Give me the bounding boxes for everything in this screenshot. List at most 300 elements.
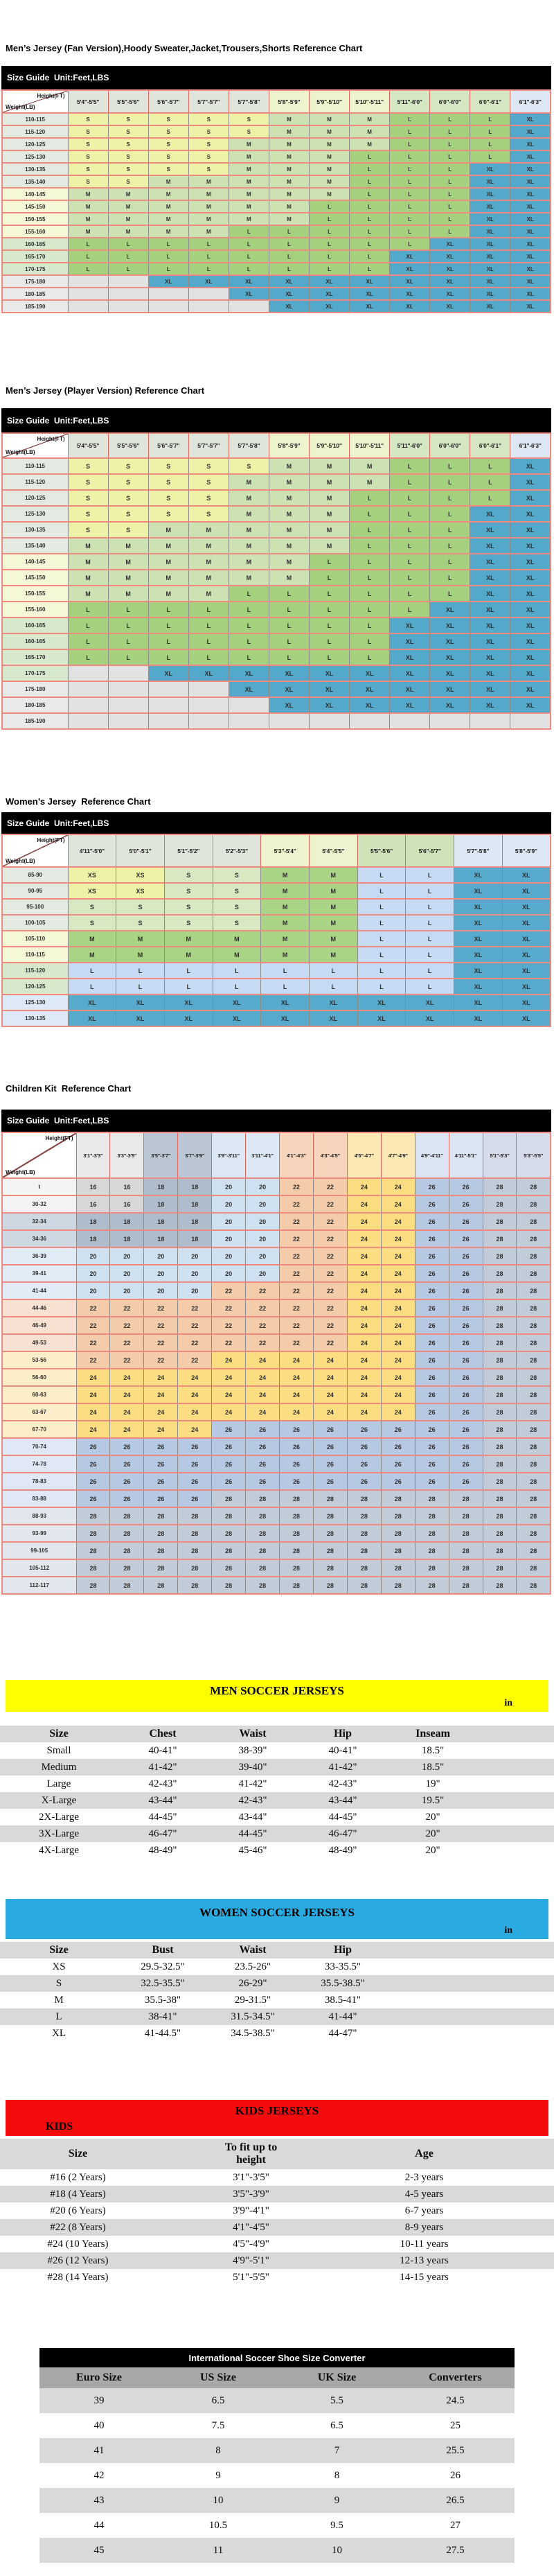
grid-cell: 28	[483, 1265, 517, 1282]
grid-cell: XL	[350, 681, 390, 697]
grid-cell: L	[430, 225, 470, 238]
grid-cell: 24	[381, 1386, 415, 1403]
table-row	[2, 963, 551, 979]
grid-cell: 22	[313, 1178, 347, 1195]
grid-cell: XL	[510, 288, 551, 300]
grid-cell: 28	[449, 1542, 483, 1559]
grid-cell: XL	[454, 931, 503, 947]
section-title-womens: Women’s Jersey Reference Chart	[6, 796, 151, 807]
grid-cell: S	[213, 915, 261, 931]
table-cell: 27	[450, 2519, 461, 2531]
grid-cell: XL	[502, 995, 551, 1010]
grid-cell: 22	[212, 1299, 246, 1317]
grid-cell: M	[261, 883, 310, 899]
grid-cell: 24	[381, 1282, 415, 1299]
grid-cell: L	[188, 633, 229, 649]
section-title-mens-player: Men’s Jersey (Player Version) Reference Chart	[6, 385, 205, 396]
grid-cell: XL	[502, 947, 551, 963]
grid-cell: 26	[246, 1473, 280, 1490]
row-label: 63-67	[2, 1403, 76, 1421]
table-cell: 39	[39, 2388, 159, 2413]
table-cell: 46-47"	[118, 1825, 208, 1842]
row-label: 155-160	[2, 602, 68, 617]
grid-cell: XL	[390, 697, 430, 713]
table-cell: 8	[159, 2438, 278, 2463]
grid-cell: XL	[309, 1010, 357, 1026]
grid-cell: 28	[246, 1577, 280, 1594]
women-jerseys-banner	[6, 1899, 548, 1939]
grid-cell: 28	[517, 1403, 551, 1421]
table-cell	[388, 1975, 554, 1992]
table-row	[2, 1438, 551, 1455]
grid-cell: L	[470, 113, 510, 125]
row-label: 95-100	[2, 899, 68, 915]
row-label: 60-63	[2, 1386, 76, 1403]
grid-cell: L	[269, 250, 309, 263]
grid-cell: XL	[430, 697, 470, 713]
grid-cell: 26	[381, 1473, 415, 1490]
table-cell: Small	[46, 1744, 71, 1756]
table-row	[2, 300, 551, 313]
grid-cell: L	[108, 633, 148, 649]
table-row	[2, 125, 551, 138]
grid-cell: XL	[510, 113, 551, 125]
table-cell: 10.5	[208, 2519, 228, 2531]
reference-grid	[1, 432, 551, 730]
grid-cell: XL	[470, 681, 510, 697]
grid-cell: M	[68, 947, 116, 963]
grid-cell: 22	[313, 1230, 347, 1247]
column-header-text: Age	[415, 2147, 434, 2159]
grid-cell: L	[350, 263, 390, 275]
table-row	[39, 2388, 515, 2413]
grid-cell: S	[68, 163, 108, 175]
grid-cell: L	[430, 138, 470, 150]
table-cell	[388, 1992, 554, 2008]
grid-cell: 22	[178, 1351, 212, 1369]
table-row	[0, 2025, 554, 2042]
grid-cell: M	[350, 138, 390, 150]
grid-cell: 28	[517, 1178, 551, 1195]
row-label: 90-95	[2, 883, 68, 899]
table-row	[2, 275, 551, 288]
grid-cell: L	[390, 225, 430, 238]
grid-cell: L	[430, 163, 470, 175]
grid-cell: XL	[470, 225, 510, 238]
table-cell: 9	[215, 2469, 221, 2481]
grid-cell: 28	[449, 1559, 483, 1577]
table-row	[2, 1010, 551, 1026]
grid-cell: 28	[483, 1577, 517, 1594]
grid-cell: 28	[110, 1577, 144, 1594]
grid-cell: L	[390, 538, 430, 554]
grid-cell: 26	[449, 1213, 483, 1230]
header-row	[0, 1942, 554, 1959]
column-header: 5'7"-5'7"	[188, 433, 229, 458]
grid-cell: S	[68, 113, 108, 125]
grid-cell: 26	[415, 1230, 449, 1247]
grid-cell: 24	[313, 1369, 347, 1386]
grid-cell: M	[269, 570, 309, 586]
grid-cell: 28	[483, 1559, 517, 1577]
column-header-text: Hip	[334, 1944, 352, 1956]
grid-cell: XL	[430, 300, 470, 313]
grid-cell: M	[229, 175, 269, 188]
grid-cell: 26	[415, 1369, 449, 1386]
grid-cell: XL	[502, 979, 551, 995]
grid-cell: XL	[502, 867, 551, 883]
grid-cell: S	[108, 490, 148, 506]
grid-cell: 24	[246, 1369, 280, 1386]
grid-cell: XL	[350, 697, 390, 713]
grid-cell: L	[309, 225, 349, 238]
grid-cell: 28	[212, 1490, 246, 1507]
grid-cell: M	[229, 490, 269, 506]
grid-cell: 22	[110, 1299, 144, 1317]
grid-cell: L	[430, 554, 470, 570]
grid-cell: XL	[229, 681, 269, 697]
grid-cell: L	[350, 633, 390, 649]
grid-cell: 26	[449, 1369, 483, 1386]
children-size-table	[1, 1110, 551, 1595]
grid-cell: 22	[280, 1299, 314, 1317]
grid-cell: S	[148, 113, 188, 125]
grid-cell: 22	[76, 1351, 110, 1369]
table-row	[39, 2463, 515, 2488]
grid-cell: M	[261, 947, 310, 963]
table-row	[39, 2488, 515, 2513]
grid-cell: 24	[347, 1247, 381, 1265]
grid-cell: 22	[144, 1351, 178, 1369]
grid-cell: 24	[178, 1386, 212, 1403]
grid-cell: S	[108, 150, 148, 163]
grid-cell: 26	[415, 1438, 449, 1455]
row-label: t	[2, 1178, 76, 1195]
grid-cell: S	[188, 490, 229, 506]
grid-cell: M	[309, 506, 349, 522]
table-row	[2, 867, 551, 883]
striped-table	[0, 2139, 554, 2286]
grid-cell: 24	[347, 1369, 381, 1386]
grid-cell: 22	[313, 1195, 347, 1213]
grid-cell: 24	[381, 1334, 415, 1351]
grid-cell: XL	[309, 275, 349, 288]
grid-cell: 28	[517, 1455, 551, 1473]
table-cell: 8-9 years	[346, 2219, 502, 2236]
grid-cell: 26	[415, 1178, 449, 1195]
column-header: 5'4"-5'5"	[68, 90, 108, 113]
grid-cell: 26	[449, 1230, 483, 1247]
column-header: 4'9"-4'11"	[415, 1132, 449, 1178]
grid-cell: 26	[212, 1438, 246, 1455]
grid-cell: 22	[178, 1317, 212, 1334]
grid-cell: S	[148, 138, 188, 150]
grid-cell	[108, 713, 148, 729]
grid-cell: XL	[350, 275, 390, 288]
table-cell: 26-29"	[208, 1975, 298, 1992]
grid-cell: L	[350, 163, 390, 175]
table-row	[2, 1317, 551, 1334]
row-label: 44-46	[2, 1299, 76, 1317]
grid-cell: XL	[213, 995, 261, 1010]
grid-cell: 20	[144, 1247, 178, 1265]
grid-cell: L	[430, 125, 470, 138]
grid-cell: 24	[347, 1351, 381, 1369]
grid-cell: L	[350, 522, 390, 538]
grid-cell: M	[68, 554, 108, 570]
grid-cell: 20	[212, 1213, 246, 1230]
table-cell: 29.5-32.5"	[141, 1961, 185, 1972]
grid-cell: 26	[449, 1473, 483, 1490]
table-row	[2, 138, 551, 150]
grid-cell: L	[430, 175, 470, 188]
grid-cell: XL	[510, 138, 551, 150]
column-header: 3'11"-4'1"	[246, 1132, 280, 1178]
column-header: 5'6"-5'7"	[148, 90, 188, 113]
grid-cell: XL	[510, 458, 551, 474]
table-cell: 43-44"	[298, 1792, 388, 1809]
table-cell: 7	[278, 2438, 396, 2463]
grid-cell: XL	[510, 633, 551, 649]
grid-cell: 24	[76, 1421, 110, 1438]
table-row	[2, 188, 551, 200]
grid-cell: S	[188, 163, 229, 175]
grid-cell: 28	[483, 1369, 517, 1386]
header-row	[0, 1726, 554, 1742]
grid-cell: XL	[68, 1010, 116, 1026]
row-label: 120-125	[2, 979, 68, 995]
size-guide-banner: Size Guide Unit:Feet,LBS	[1, 1110, 551, 1132]
men-jerseys-table	[0, 1726, 554, 1859]
grid-cell: 28	[517, 1195, 551, 1213]
grid-cell: L	[188, 617, 229, 633]
grid-cell: 28	[517, 1213, 551, 1230]
table-cell: 41	[39, 2438, 159, 2463]
grid-cell: M	[68, 200, 108, 213]
grid-cell: S	[148, 490, 188, 506]
grid-cell: 26	[110, 1490, 144, 1507]
grid-cell: L	[350, 538, 390, 554]
row-label: 85-90	[2, 867, 68, 883]
grid-cell: 28	[483, 1421, 517, 1438]
table-row	[2, 1455, 551, 1473]
grid-cell: XL	[470, 586, 510, 602]
striped-table	[39, 2367, 515, 2563]
grid-cell: 18	[110, 1213, 144, 1230]
grid-cell: L	[430, 570, 470, 586]
grid-cell: XL	[269, 697, 309, 713]
grid-cell: 26	[449, 1386, 483, 1403]
table-row	[2, 213, 551, 225]
grid-cell: 26	[347, 1438, 381, 1455]
row-label: 140-145	[2, 188, 68, 200]
grid-cell: XL	[164, 1010, 213, 1026]
grid-cell: 20	[212, 1230, 246, 1247]
table-cell: 41-44"	[298, 2008, 388, 2025]
grid-cell: 28	[313, 1577, 347, 1594]
grid-cell: XL	[430, 681, 470, 697]
grid-cell: 20	[246, 1247, 280, 1265]
grid-cell: 28	[381, 1490, 415, 1507]
grid-cell: XL	[390, 633, 430, 649]
grid-cell: 28	[381, 1542, 415, 1559]
grid-cell: 24	[110, 1369, 144, 1386]
grid-cell: 26	[144, 1438, 178, 1455]
kids-jerseys-table	[0, 2139, 554, 2286]
row-label: 49-53	[2, 1334, 76, 1351]
grid-cell: XL	[470, 188, 510, 200]
grid-cell: 28	[313, 1507, 347, 1525]
grid-cell: 24	[381, 1178, 415, 1195]
grid-cell: 28	[178, 1525, 212, 1542]
grid-cell: M	[68, 225, 108, 238]
table-row	[2, 1403, 551, 1421]
grid-cell: 24	[381, 1369, 415, 1386]
table-row	[2, 947, 551, 963]
grid-cell: 28	[483, 1247, 517, 1265]
grid-cell	[350, 713, 390, 729]
column-header: 5'7"-5'8"	[454, 834, 503, 867]
grid-cell: 18	[76, 1230, 110, 1247]
grid-cell: L	[116, 963, 165, 979]
grid-cell: 24	[212, 1403, 246, 1421]
grid-cell: 26	[110, 1473, 144, 1490]
grid-cell: L	[148, 649, 188, 665]
table-row	[0, 1809, 554, 1825]
table-cell: 10-11 years	[400, 2238, 449, 2250]
column-header	[159, 2367, 278, 2388]
grid-cell	[188, 681, 229, 697]
table-row	[2, 1559, 551, 1577]
grid-cell: M	[188, 200, 229, 213]
grid-cell: M	[148, 586, 188, 602]
column-header: 5'9"-5'10"	[309, 90, 349, 113]
column-header: 6'1"-6'3"	[510, 90, 551, 113]
grid-cell: L	[350, 213, 390, 225]
grid-cell: 28	[415, 1507, 449, 1525]
grid-cell: XL	[454, 883, 503, 899]
grid-cell: M	[116, 931, 165, 947]
grid-cell: L	[68, 263, 108, 275]
row-label: 135-140	[2, 538, 68, 554]
table-cell: 5'1"-5'5"	[233, 2271, 269, 2283]
grid-cell: 26	[246, 1438, 280, 1455]
grid-cell: 28	[483, 1473, 517, 1490]
column-header-text: UK Size	[317, 2372, 357, 2383]
grid-cell: 26	[178, 1438, 212, 1455]
grid-cell: XL	[454, 979, 503, 995]
grid-cell: 28	[347, 1542, 381, 1559]
grid-cell: 26	[415, 1282, 449, 1299]
table-row	[2, 263, 551, 275]
grid-cell: XL	[269, 300, 309, 313]
grid-cell: 28	[517, 1282, 551, 1299]
grid-cell: M	[269, 458, 309, 474]
grid-cell: M	[309, 883, 357, 899]
grid-cell: M	[164, 931, 213, 947]
grid-cell: M	[188, 213, 229, 225]
grid-cell	[108, 697, 148, 713]
table-cell: 46-47"	[298, 1825, 388, 1842]
grid-cell: S	[188, 506, 229, 522]
table-row	[2, 617, 551, 633]
grid-cell: M	[188, 554, 229, 570]
grid-cell: 22	[280, 1334, 314, 1351]
column-header	[278, 2367, 396, 2388]
grid-cell: XL	[309, 697, 349, 713]
grid-cell: XL	[470, 665, 510, 681]
grid-cell: 22	[178, 1299, 212, 1317]
grid-cell: XS	[116, 883, 165, 899]
grid-cell: 26	[415, 1334, 449, 1351]
grid-cell: M	[188, 538, 229, 554]
grid-cell: L	[390, 175, 430, 188]
grid-cell: M	[229, 138, 269, 150]
grid-cell: L	[357, 947, 406, 963]
grid-cell: 20	[110, 1265, 144, 1282]
height-weight-corner-cell	[2, 834, 68, 867]
grid-cell: L	[406, 883, 454, 899]
grid-cell: 28	[483, 1525, 517, 1542]
row-label: 88-93	[2, 1507, 76, 1525]
reference-grid	[1, 89, 551, 313]
grid-cell: 28	[517, 1265, 551, 1282]
women-jerseys-unit-label: in	[504, 1925, 512, 1936]
table-row	[2, 490, 551, 506]
grid-cell: L	[148, 263, 188, 275]
table-cell	[502, 2219, 554, 2236]
table-row	[0, 2269, 554, 2286]
grid-cell: 26	[144, 1490, 178, 1507]
grid-cell: 22	[280, 1213, 314, 1230]
grid-cell: 28	[517, 1473, 551, 1490]
column-header	[0, 1726, 118, 1742]
grid-cell: M	[108, 570, 148, 586]
grid-cell: XL	[470, 175, 510, 188]
table-cell: #22 (8 Years)	[0, 2219, 156, 2236]
grid-cell: M	[108, 586, 148, 602]
grid-cell: S	[148, 150, 188, 163]
grid-cell: M	[269, 200, 309, 213]
table-cell: 4'5"-4'9"	[233, 2238, 269, 2250]
grid-cell: 26	[212, 1455, 246, 1473]
row-label: 39-41	[2, 1265, 76, 1282]
column-header: 5'8"-5'9"	[269, 90, 309, 113]
table-cell: 38.5-41"	[324, 1994, 361, 2006]
table-row	[2, 681, 551, 697]
grid-cell: S	[164, 899, 213, 915]
grid-cell: L	[390, 113, 430, 125]
grid-cell: XL	[510, 150, 551, 163]
grid-cell: XL	[390, 300, 430, 313]
grid-cell: M	[229, 213, 269, 225]
grid-cell: 24	[347, 1178, 381, 1195]
grid-cell: 16	[110, 1195, 144, 1213]
grid-cell: XL	[502, 931, 551, 947]
grid-cell	[229, 300, 269, 313]
kids-jerseys-banner-sub-label: KIDS	[46, 2121, 73, 2132]
grid-cell: M	[309, 163, 349, 175]
grid-cell: 24	[110, 1386, 144, 1403]
grid-cell: L	[229, 649, 269, 665]
row-label: 34-36	[2, 1230, 76, 1247]
grid-cell: 26	[449, 1438, 483, 1455]
grid-cell: XL	[510, 125, 551, 138]
table-row	[2, 200, 551, 213]
column-header-text: To fit up to height	[224, 2141, 278, 2166]
grid-cell: 22	[110, 1351, 144, 1369]
table-cell: 48-49"	[148, 1844, 177, 1856]
